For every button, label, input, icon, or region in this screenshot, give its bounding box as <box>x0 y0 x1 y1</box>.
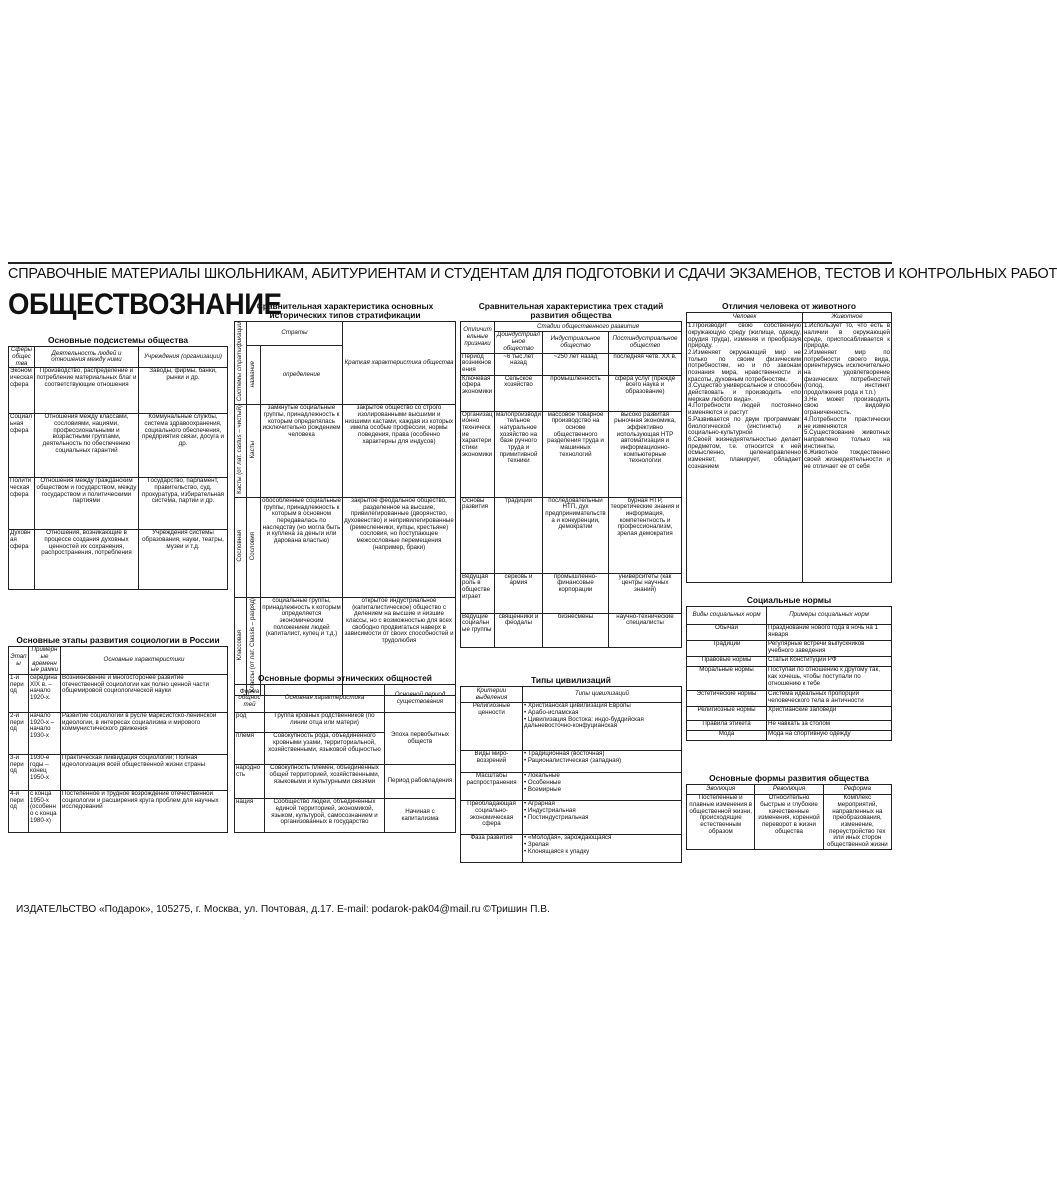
table-cell: Период возникновения <box>461 353 495 375</box>
table-cell: Начиная с капитализма <box>385 799 456 833</box>
reference-sheet <box>8 262 1057 855</box>
table-cell: Правила этикета <box>687 721 767 731</box>
table-cell: Правовые нормы <box>687 657 767 667</box>
table-cell: замкнутые социальные группы, принадлежность к которым определялась исключительно рождением человека <box>261 405 343 498</box>
table-cell: народность <box>235 765 265 799</box>
development-title: Основные формы развития общества <box>709 773 869 783</box>
stratification-table <box>234 321 456 695</box>
table-cell: Ведущая роль в обществе играет <box>461 573 495 613</box>
table-cell: Ведущие социальные группы <box>461 613 495 647</box>
table-cell: традиции <box>495 497 543 573</box>
table-cell: Возникновение и многосторонее развитие отечественной социологии как полно ценной части общемировой социологической науки <box>61 674 228 712</box>
th-preindustrial: Доиндустриальное общество <box>495 332 543 353</box>
th-stages: Этапы <box>9 647 29 675</box>
table-cell: Эпоха первобытных обществ <box>385 713 456 765</box>
table-cell: • Локальные • Особенные • Всемирные <box>523 773 682 801</box>
table-cell: последняя четв. XX в. <box>609 353 682 375</box>
sociology-title: Основные этапы развития социологии в России <box>16 635 220 645</box>
table-cell: 1-й период <box>9 674 29 712</box>
th-ethnic-period: Основной период существования <box>385 685 456 713</box>
table-cell: Христианские заповеди <box>767 707 892 721</box>
table-cell: Относительно быстрые и глубокие качественные изменения, коренной переворот в жизни общества <box>755 795 823 850</box>
table-cell: последовательный НТП, дух предпринимательства и конкуренции, демократии <box>543 497 609 573</box>
civilization-title: Типы цивилизаций <box>531 675 611 685</box>
table-cell: Практическая ликвидация социологии; Полная идеологизация всей общественной жизни страны <box>61 754 228 790</box>
table-cell: Государство, парламент, правительство, суд, прокуратура, избирательная система, партии и др. <box>139 478 228 530</box>
subsystems-table <box>8 346 228 590</box>
civilization-table <box>460 686 682 863</box>
table-cell: Производство, распределение и потребление материальных благ и соответствующие отношения <box>35 368 139 414</box>
th-features: Отличительные признаки <box>461 322 495 353</box>
table-cell: Поступай по отношению к другому так, как хочешь, чтобы поступали по отношению к тебе <box>767 667 892 691</box>
table-cell: Экономическая сфера <box>9 368 35 414</box>
human-animal-block <box>686 300 892 583</box>
th-animal: Животное <box>803 313 892 323</box>
table-cell: университеты (как центры научных знаний) <box>609 573 682 613</box>
table-cell: сфера услуг (прежде всего наука и образование) <box>609 375 682 411</box>
table-cell: научно-технические специалисты <box>609 613 682 647</box>
table-cell: Обычаи <box>687 625 767 641</box>
table-cell: закрытое феодальное общество, разделенное на высшие, привилегированные (дворянство, духовенство) и непривилегированные (ремесленники, купцы, крестьяне) сословия, но поступающее межсословные перемещения (например, браки) <box>343 497 456 597</box>
th-civ-types: Типы цивилизаций <box>523 687 682 703</box>
table-cell: начало 1920-х – начало 1930-х <box>29 712 61 754</box>
table-cell: середина XIX в. – начало 1920-х. <box>29 674 61 712</box>
th-norm-examples: Примеры социальных норм <box>767 607 892 625</box>
table-cell: Отношения, возникающие в процессе создания духовных ценностей их сохранения, распространения, потребления <box>35 530 139 590</box>
stages-title: Сравнительная характеристика трех стадий развития общества <box>478 301 664 321</box>
table-cell: Статьи Конституции РФ <box>767 657 892 667</box>
table-cell: Политическая сфера <box>9 478 35 530</box>
table-cell: малопроизводительное натуральное хозяйство на базе ручного труда и примитивной техники <box>495 411 543 497</box>
norms-title: Социальные нормы <box>746 595 832 605</box>
table-cell: Регулярные встречи выпускников учебного заведения <box>767 641 892 657</box>
table-cell <box>247 405 261 498</box>
table-cell: серковь и армия <box>495 573 543 613</box>
table-cell: 3-й период <box>9 754 29 790</box>
table-cell: Эстетические нормы <box>687 691 767 707</box>
table-cell: Коммунальные службы, система здравоохранения, социального обеспечения, предприятия связи, досуга и др. <box>139 414 228 478</box>
table-cell: Религиозные нормы <box>687 707 767 721</box>
th-strat-name <box>247 346 261 405</box>
page-title: ОБЩЕСТВОЗНАНИЕ <box>8 288 282 321</box>
table-cell: Духовная сфера <box>9 530 35 590</box>
table-cell: Социальная сфера <box>9 414 35 478</box>
table-cell: Комплекс мероприятий, направленных на преобразования, изменение, переустройство тех или иных сторон общественной жизни <box>823 795 891 850</box>
table-cell: Заводы, фирмы, банки, рынки и др. <box>139 368 228 414</box>
table-cell: промышленно-финансовые корпорации <box>543 573 609 613</box>
table-cell: • «Молодая», зарождающаяся • Зрелая • Клонящаяся к упадку <box>523 835 682 863</box>
table-cell: с конца 1950-х (особенно с конца 1980-х) <box>29 790 61 832</box>
th-ethnic-form: Форма общностей <box>235 685 265 713</box>
table-cell: Религиозные ценности <box>461 703 523 751</box>
sociology-table <box>8 646 228 833</box>
table-cell: Сообщество людей, объединенных единой территорией, экономикой, языком, культурой, самосознанием и организованных в государство <box>265 799 385 833</box>
table-cell: ~6 тыс.лет назад <box>495 353 543 375</box>
table-cell: Ключевая сфера экономики <box>461 375 495 411</box>
stratification-block <box>234 300 456 696</box>
table-cell: Совокупность племен, объединенных общей территорией, хозяйственными, языковыми и культурными связями <box>265 765 385 799</box>
th-strat-def: определение <box>261 346 343 405</box>
th-industrial: Индустриальное общество <box>543 332 609 353</box>
table-cell: Традиции <box>687 641 767 657</box>
th-strat-system <box>235 322 247 405</box>
table-cell: закрытое общество со строго изолированными высшими и низшими кастами, каждая из которых имела особые профессии, нормы поведения, права (особенно характерны для индусов) <box>343 405 456 498</box>
th-institutions: Учреждения (организации) <box>139 347 228 368</box>
table-cell: бизнесмены <box>543 613 609 647</box>
table-cell: Период рабовладения <box>385 765 456 799</box>
table-cell <box>235 405 247 498</box>
table-cell: массовое товарное производство на основе общественного разделения труда и машинных технологий <box>543 411 609 497</box>
strat-system-label: Сословная <box>236 530 244 562</box>
table-cell: 4-й период <box>9 790 29 832</box>
table-cell: нация <box>235 799 265 833</box>
th-postindustrial: Постиндустриальное общество <box>609 332 682 353</box>
th-strata: Страты <box>247 322 343 346</box>
strat-system-label: Касты (от лат. castus – чистый) <box>236 405 244 495</box>
table-cell: Виды миро-воззрений <box>461 751 523 773</box>
th-reform: Реформа <box>823 785 891 795</box>
table-cell: Система идеальных пропорций человеческого тела в античности <box>767 691 892 707</box>
ethnic-title: Основные формы этнических общностей <box>258 673 432 683</box>
table-cell: Развитие социологии в русле марксистско-ленинской идеологии, в интересах социализма и мирового коммунистического движения <box>61 712 228 754</box>
table-cell: • Христианская цивилизация Европы • Арабо-исламская • Цивилизация Востока: индо-буддийская дальневосточно-конфуцианская <box>523 703 682 751</box>
table-cell: высоко развитая рыночная экономика, эффективно использующая НТР автоматизация и информационно-компьютерные технологии <box>609 411 682 497</box>
th-norm-types: Виды социальных норм <box>687 607 767 625</box>
table-cell: Мода на спортивную одежду <box>767 731 892 741</box>
table-cell: Не чавкать за столом <box>767 721 892 731</box>
table-cell: священники и феодалы <box>495 613 543 647</box>
th-ethnic-char: Основная характеристика <box>265 685 385 713</box>
th-stages-group: Стадии общественного развития <box>495 322 682 332</box>
stratification-title: Сравнительная характеристика основных исторических типов стратификации <box>256 301 434 321</box>
table-cell: промышленность <box>543 375 609 411</box>
strat-name-label: Касты <box>249 440 257 459</box>
table-cell: Моральные нормы <box>687 667 767 691</box>
strat-system-label: Классовая <box>236 629 244 661</box>
norms-block <box>686 594 892 741</box>
animal-traits: 1.Использует то, что есть в наличии в окружающей среде, приспосабливается к природе. 2.Изменяет мир по потребности своего вида, ориентируясь исключительно на удовлетворение физических потребностей (голод, инстинкт продолжения рода и т.п.) 3.Не может производить свою видовую ограниченность. 4.Потребности практически не изменяются 5.Существование животных направлено только на инстинкты. 6.Животное тождественно своей жизнедеятельности и не отличает ее от себя <box>803 323 892 583</box>
th-strat-system-label: Системы стратификации <box>236 322 244 402</box>
table-cell: бурная НТР, теоретические знания и информация, компетентность и профессионализм, зрелая демократия <box>609 497 682 573</box>
table-cell: Совокупность рода, объединенного кровными узами, территориальной, хозяйственными, языковой общностью <box>265 733 385 765</box>
strat-name-label: Сословия <box>249 531 257 561</box>
table-cell: Фаза развития <box>461 835 523 863</box>
table-cell: Отношения между классами, сословиями, нациями, профессиональными и возрастными группами, деятельность по обеспечению социальных гарантий <box>35 414 139 478</box>
th-characteristics: Основные характеристики <box>61 647 228 675</box>
th-strat-char: Краткая характеристика общества <box>343 322 456 405</box>
table-cell: открытое индустриальное (капиталистическое) общество с делением на высшие и низшие классы, но с возможностью для всех свободно продвигаться наверх в зависимости от своих способностей и трудолюбия <box>343 597 456 695</box>
table-cell: род <box>235 713 265 733</box>
table-cell: Учреждения системы образования, науки, театры, музеи и т.д. <box>139 530 228 590</box>
human-animal-title: Отличия человека от животного <box>721 301 857 311</box>
table-cell: Мода <box>687 731 767 741</box>
banner: СПРАВОЧНЫЕ МАТЕРИАЛЫ ШКОЛЬНИКАМ, АБИТУРИЕНТАМ И СТУДЕНТАМ ДЛЯ ПОДГОТОВКИ И СДАЧИ ЭКЗАМЕНОВ, ТЕСТОВ И КОНТРОЛЬНЫХ РАБОТ <box>8 266 1057 282</box>
stages-block <box>460 300 682 648</box>
table-cell: Организационно технические характеристики экономики <box>461 411 495 497</box>
table-cell: 2-й период <box>9 712 29 754</box>
ethnic-table <box>234 684 456 833</box>
th-criteria: Критерии выделения <box>461 687 523 703</box>
table-cell: социальные группы, принадлежность к которым определяется экономическим положением людей (капиталист, купец и т.д.) <box>261 597 343 695</box>
th-human: Человек <box>687 313 803 323</box>
table-cell: Постепенные и плавные изменения в общественной жизни, происходящие естественным образом <box>687 795 755 850</box>
th-strat-name-label: название <box>249 360 257 388</box>
strat-name-label: Классы (от лат. Classis – разряд) <box>249 597 257 693</box>
table-cell: Постепенное и трудное возрождение отечественной социологии и расширения круга проблем для научных исследований <box>61 790 228 832</box>
table-cell: племя <box>235 733 265 765</box>
stages-table <box>460 321 682 647</box>
table-cell: ~250 лет назад <box>543 353 609 375</box>
table-cell: Масштабы распространения <box>461 773 523 801</box>
table-cell: обособленные социальные группы, принадлежность к которым в основном передавалась по наследству (но могла быть и куплена за деньги или дарована властью) <box>261 497 343 597</box>
th-activity: Деятельность людей и отношения между ними <box>35 347 139 368</box>
norms-table <box>686 606 892 741</box>
table-cell: 1930-е годы – конец 1950-х <box>29 754 61 790</box>
table-cell: Сельское хозяйство <box>495 375 543 411</box>
human-traits: 1.Производит свою собственную окружающую среду (жилище, одежду, орудия труда), изменяя и преобразуя природу. 2.Изменяет окружающий мир не только по своим физическим потребностям, но и по законам познания мира, нравственности и красоты, духовным потребностям. 3.Существо универсальное и способен действовать и производить «по меркам любого вида». 4.Потребности людей постоянно изменяются и растут 5.Развивается по двум программам: биологической (инстинкты) и социально-культурной 6.Своей жизнедеятельностью делает предметом, т.е. относится к ней осмысленно, целенаправленно изменяет, планирует, обладает сознанием <box>687 323 803 583</box>
th-revolution: Революция <box>755 785 823 795</box>
th-spheres: Сферы общества <box>9 347 35 368</box>
subsystems-title: Основные подсистемы общества <box>47 335 189 345</box>
development-table <box>686 784 892 850</box>
table-cell: • Аграрная • Индустриальная • Постиндустриальная <box>523 801 682 835</box>
table-cell <box>247 497 261 597</box>
human-animal-table <box>686 312 892 583</box>
ethnic-block <box>234 672 456 833</box>
table-cell: Основы развития <box>461 497 495 573</box>
th-evolution: Эволюция <box>687 785 755 795</box>
table-cell: Группа кровных родственников (по линии отца или матери) <box>265 713 385 733</box>
th-timeframe: Примерные временные рамки <box>29 647 61 675</box>
footer-publisher: ИЗДАТЕЛЬСТВО «Подарок», 105275, г. Москва, ул. Почтовая, д.17. E-mail: podarok-pak04@mail.ru ©Тришин П.В. <box>16 904 550 915</box>
table-cell: • Традиционная (восточная) • Рационалистическая (западная) <box>523 751 682 773</box>
development-block <box>686 772 892 850</box>
sociology-block <box>8 634 228 833</box>
subsystems-block <box>8 334 228 590</box>
table-cell: Отношения между гражданским обществом и государством, между государством и политическими партиями <box>35 478 139 530</box>
table-cell: Празднование нового года в ночь на 1 января <box>767 625 892 641</box>
civilization-block <box>460 674 682 863</box>
table-cell: Преобладающая социально-экономическая сфера <box>461 801 523 835</box>
table-cell <box>235 497 247 597</box>
